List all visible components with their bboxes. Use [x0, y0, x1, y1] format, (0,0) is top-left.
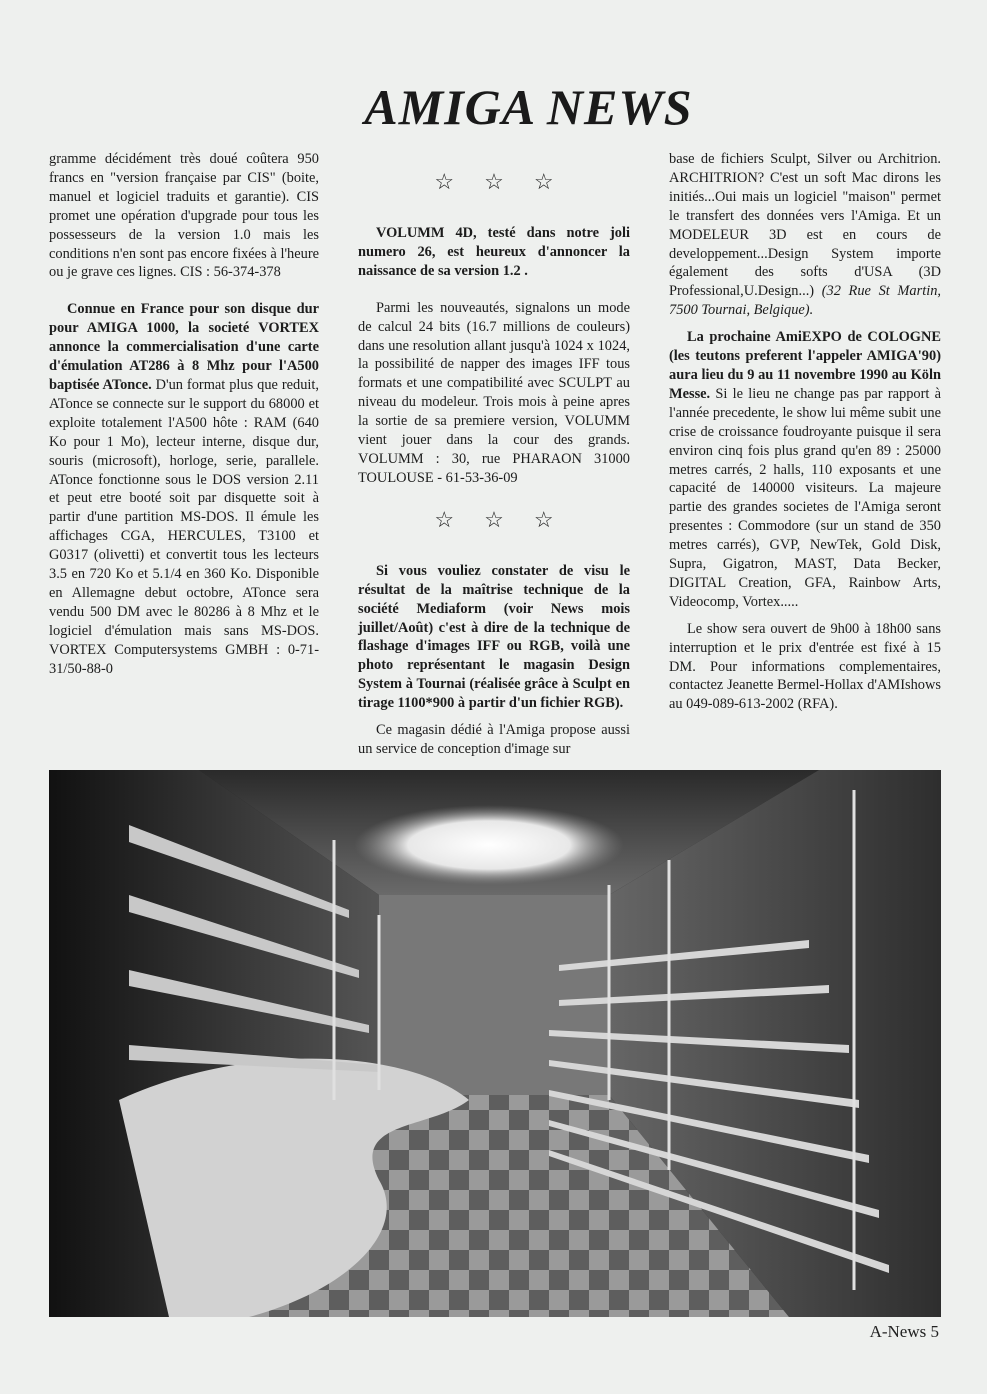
- separator-stars: ☆☆☆: [434, 169, 584, 194]
- article-body: Si le lieu ne change pas par rapport à l'année precedente, le show lui même subit une crise de croissance foudroyante puisque il sera environ cinq fois plus grand qu'en 89 : 25000 metres carrés, 2 halls, 110 exposants et une capacité de 140000 visiteurs. La majeure partie des grandes societes de l'Amiga seront presentes : Commodore (sur un stand de 350 metres carrés), GVP, NewTek, Gold Disk, Supra, Gigatron, MAST, Data Becker, DIGITAL Creation, GFA, Rainbow Arts, Videocomp, Vortex.....: [669, 385, 941, 610]
- article-body: D'un format plus que reduit, ATonce se connecte sur le support du 68000 et exploite totalement l'A500 hôte : RAM (640 Ko pour 1 Mo), lecteur interne, disque dur, souris (microsoft), horloge, serie, parallele. ATonce fonctionne sous le DOS version 2.11 et peut etre booté soit par disquette soit à partir d'une partition MS-DOS. Il émule les affichages CGA, HERCULES, T3100 et G0317 (olivetti) et convertit tous les lecteurs 3.5 en 720 Ko et 5.1/4 en 360 Ko. Disponible en Allemagne debut octobre, ATonce sera vendu 500 DM avec le 80286 à 8 Mhz et le logiciel d'émulation mais sans MS-DOS. VORTEX Computersystems GMBH : 0-71-31/50-88-0: [49, 376, 320, 677]
- column-3: [669, 150, 941, 732]
- column-1: [49, 150, 319, 696]
- article-paragraph: Ce magasin dédié à l'Amiga propose aussi un service de conception d'image sur: [358, 722, 630, 757]
- article-lead: Connue en France pour son disque dur pour AMIGA 1000, la societé VORTEX annonce la commercialisation d'une carte d'émulation AT286 à 8 Mhz pour l'A500 baptisée ATonce.: [49, 301, 319, 393]
- article-paragraph: gramme décidément très doué coûtera 950 francs en "version française par CIS" (boite, manuel et logiciel traduits et garantie). CIS promet une opération d'upgrade pour tous les possesseurs de la version 1.0 mais les conditions n'en sont pas encore fixées à l'heure ou je grave ces lignes. CIS : 56-374-378: [49, 151, 319, 281]
- article-body: base de fichiers Sculpt, Silver ou Architrion. ARCHITRION? C'est un soft Mac dirons les initiés...Oui mais un logiciel "maison" permet le transfert des données vers l'Amiga. Et un MODELEUR 3D est en cours de developpement...Design System importe également des softs d'USA (3D Professional,U.Design...): [669, 151, 941, 300]
- article-paragraph: Parmi les nouveautés, signalons un mode de calcul 24 bits (16.7 millions de couleurs) dans une resolution allant jusqu'à 1024 x 1024, la possibilité de napper des images IFF tous formats et une compatibilité avec SCULPT au niveau du modeleur. Trois mois à peine apres la sortie de sa premiere version, VOLUMM vient jouer dans la cour des grands. VOLUMM : 30, rue PHARAON 31000 TOULOUSE - 61-53-36-09: [358, 299, 630, 486]
- article-paragraph: [669, 328, 941, 612]
- store-render-photo: [49, 770, 941, 1317]
- page-number: A-News 5: [869, 1322, 939, 1341]
- separator-stars: ☆☆☆: [434, 506, 584, 532]
- column-2: [358, 168, 630, 777]
- page-title: AMIGA NEWS: [364, 79, 693, 135]
- article-lead: La prochaine AmiEXPO de COLOGNE (les teutons preferent l'appeler AMIGA'90) aura lieu du 9 au 11 novembre 1990 au Köln Messe.: [669, 329, 941, 402]
- article-paragraph: Le show sera ouvert de 9h00 à 18h00 sans interruption et le prix d'entrée est fixé à 15 DM. Pour informations complementaires, contactez Jeanette Bermel-Hollax d'AMIshows au 049-089-613-2002 (RFA).: [669, 620, 941, 713]
- article-lead: VOLUMM 4D, testé dans notre joli numero 26, est heureux d'annoncer la naissance de sa version 1.2 .: [358, 225, 630, 279]
- article-paragraph: [49, 300, 319, 678]
- article-lead: Si vous vouliez constater de visu le résultat de la maîtrise technique de la société Mediaform (voir News mois juillet/Août) c'est à dire de la technique de flashage d'images IFF ou RGB, voilà une photo représentant le magasin Design System à Tournai (réalisée grâce à Sculpt en tirage 1100*900 à partir d'un fichier RGB).: [358, 562, 630, 712]
- store-address: (32 Rue St Martin, 7500 Tournai, Belgique).: [669, 283, 941, 319]
- article-paragraph: [669, 150, 941, 320]
